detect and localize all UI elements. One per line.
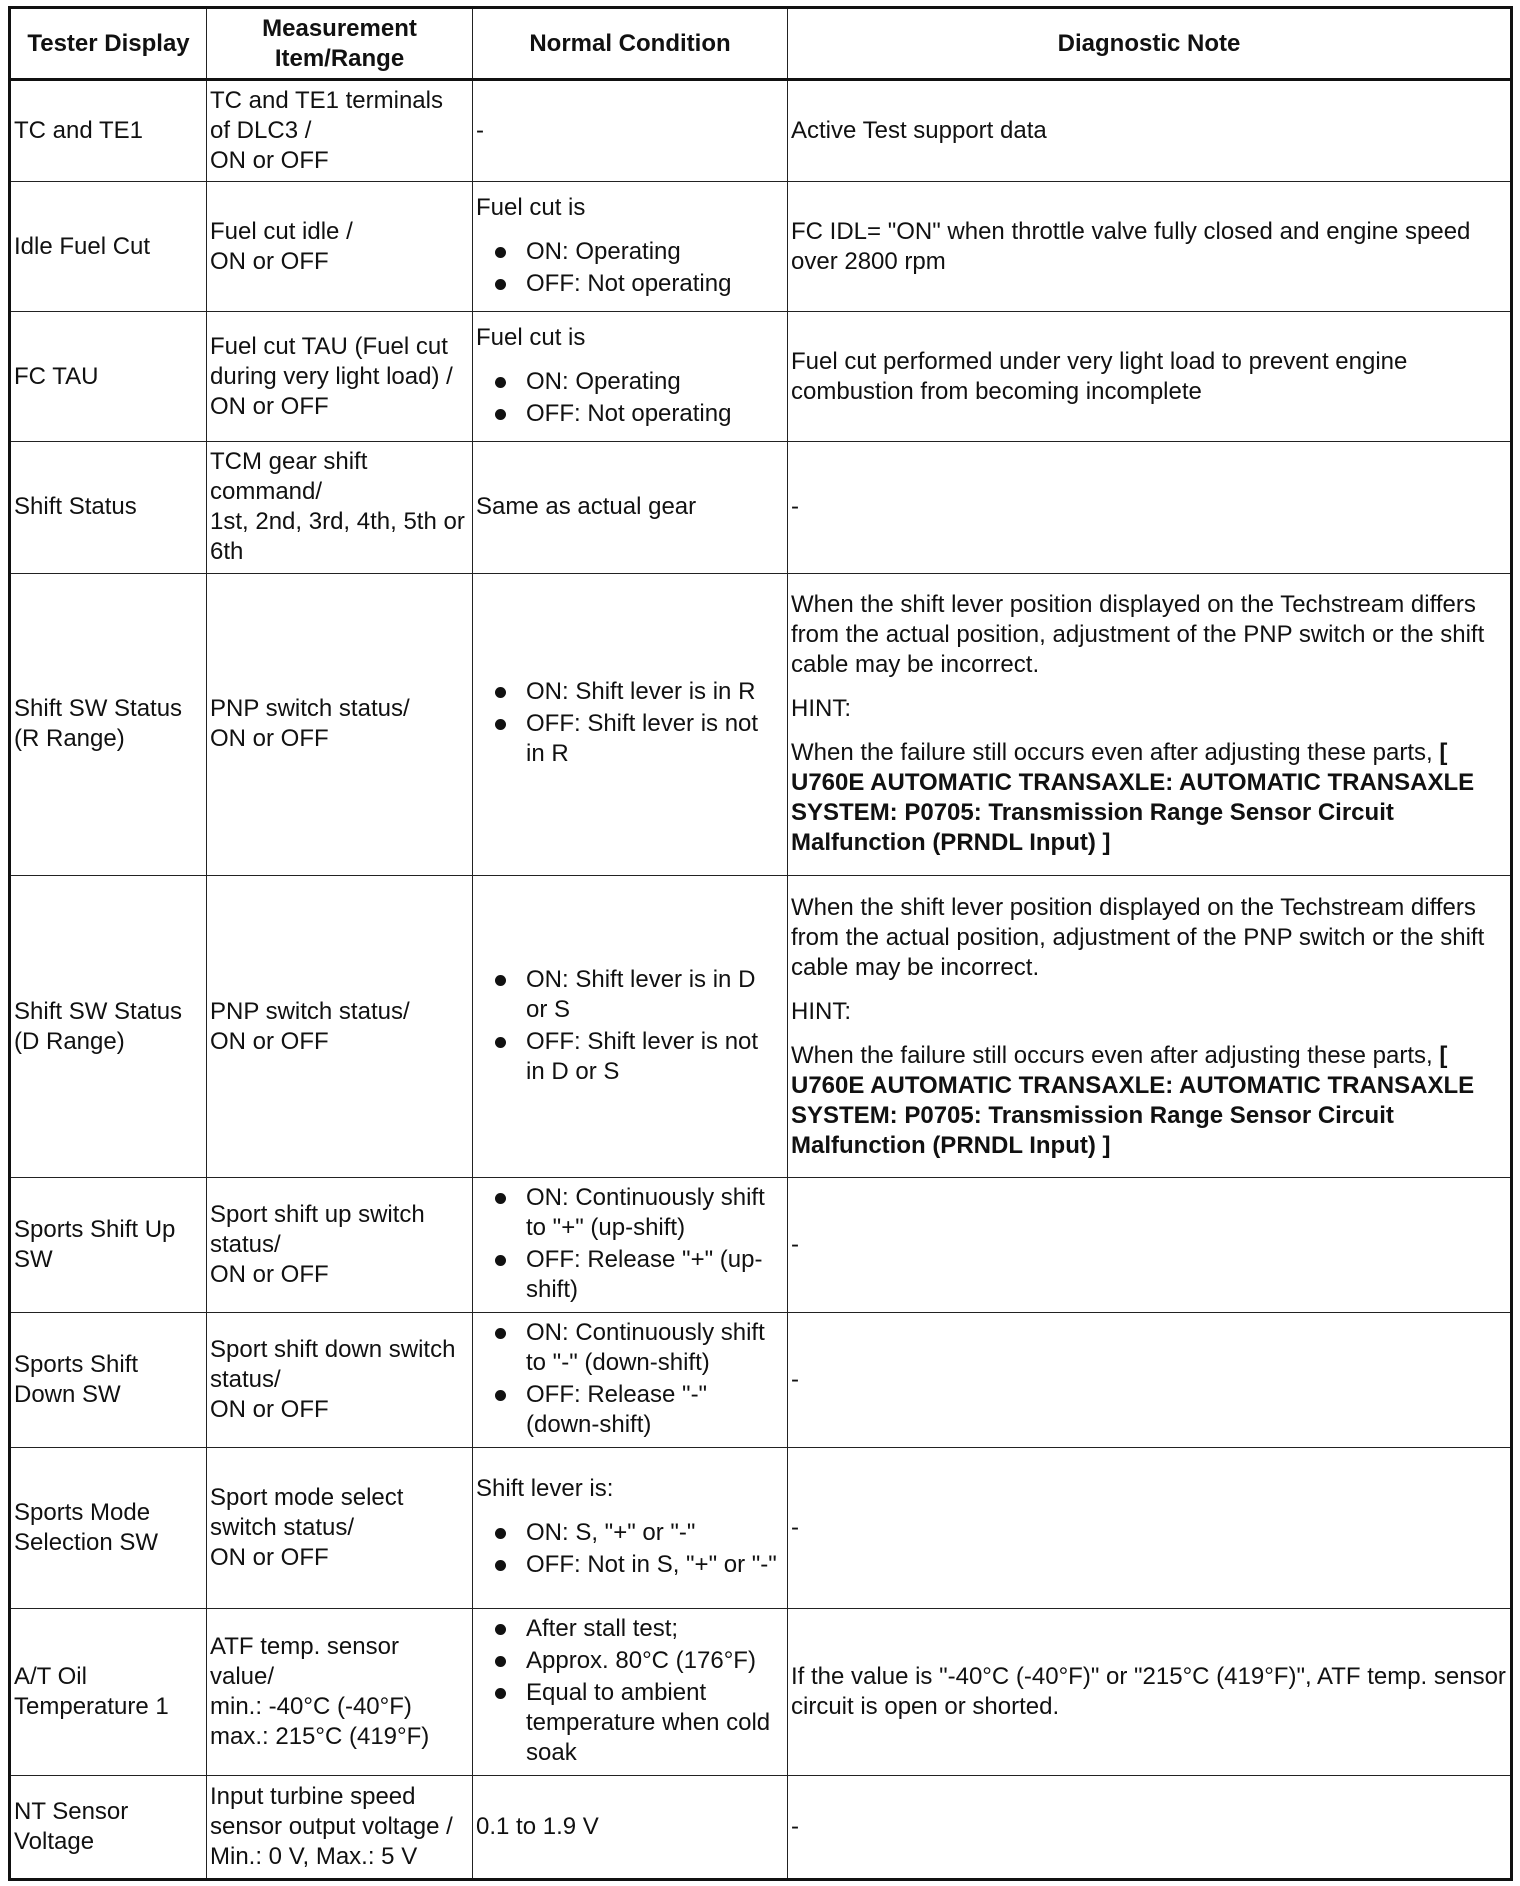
note-text: When the failure still occurs even after adjusting these parts, (791, 1041, 1433, 1069)
bullet-item: Equal to ambient temperature when cold soak (526, 1678, 783, 1768)
measurement-cell (207, 1178, 473, 1313)
measurement-cell (207, 875, 473, 1177)
note-paragraph (791, 1041, 1506, 1161)
bullet-list (476, 965, 783, 1087)
bullet-item: ON: Operating (526, 367, 783, 397)
measurement-line: Min.: 0 V, Max.: 5 V (210, 1842, 418, 1870)
measurement-line: TC and TE1 terminals of DLC3 / (210, 87, 443, 145)
table-row (10, 1178, 1512, 1313)
tester-display-cell: Shift SW Status (D Range) (10, 875, 207, 1177)
note-paragraph: When the shift lever position displayed on the Techstream differs from the actual position, adjustment of the PNP switch or the shift cable may be incorrect. (791, 591, 1485, 679)
measurement-line: TCM gear shift command/ (210, 448, 368, 506)
measurement-cell (207, 573, 473, 875)
data-list-table (8, 6, 1513, 1881)
bullet-item: ON: S, "+" or "-" (526, 1518, 783, 1548)
note-paragraph: When the shift lever position displayed on the Techstream differs from the actual position, adjustment of the PNP switch or the shift cable may be incorrect. (791, 893, 1485, 981)
bullet-item: OFF: Not operating (526, 269, 783, 299)
normal-condition-cell (473, 573, 788, 875)
tester-display-cell: NT Sensor Voltage (10, 1775, 207, 1879)
bullet-list (476, 1183, 783, 1305)
normal-lead-text: Fuel cut is (476, 323, 586, 351)
measurement-line: ON or OFF (210, 392, 329, 420)
table-row (10, 80, 1512, 182)
note-paragraph (791, 738, 1506, 858)
diagnostic-note-cell: Active Test support data (788, 80, 1512, 182)
table-row (10, 182, 1512, 312)
diagnostic-note-cell: - (788, 1313, 1512, 1448)
bullet-item: OFF: Release "+" (up-shift) (526, 1245, 783, 1305)
normal-condition-cell: Same as actual gear (473, 442, 788, 573)
measurement-line: Sport shift up switch status/ (210, 1201, 425, 1259)
header-tester-display: Tester Display (10, 8, 207, 80)
normal-condition-cell (473, 1448, 788, 1608)
bullet-item: OFF: Not operating (526, 399, 783, 429)
tester-display-cell: Shift Status (10, 442, 207, 573)
note-text: When the failure still occurs even after adjusting these parts, (791, 739, 1433, 767)
table-row (10, 1313, 1512, 1448)
normal-condition-cell: 0.1 to 1.9 V (473, 1775, 788, 1879)
tester-display-cell: A/T Oil Temperature 1 (10, 1608, 207, 1775)
diagnostic-note-cell: If the value is "-40°C (-40°F)" or "215°C (419°F)", ATF temp. sensor circuit is open or shorted. (788, 1608, 1512, 1775)
diagnostic-note-cell: - (788, 1775, 1512, 1879)
diagnostic-note-cell (788, 875, 1512, 1177)
bullet-item: ON: Shift lever is in D or S (526, 965, 783, 1025)
measurement-line: PNP switch status/ (210, 997, 410, 1025)
bullet-item: After stall test; (526, 1614, 783, 1644)
table-row (10, 312, 1512, 442)
diagnostic-note-cell (788, 573, 1512, 875)
reference-link[interactable]: [ U760E AUTOMATIC TRANSAXLE: AUTOMATIC TRANSAXLE SYSTEM: P0705: Transmission Range Sensor Circuit Malfunction (PRNDL Input) ] (791, 1041, 1475, 1159)
diagnostic-note-cell: Fuel cut performed under very light load to prevent engine combustion from becoming incomplete (788, 312, 1512, 442)
tester-display-cell: Sports Shift Down SW (10, 1313, 207, 1448)
measurement-line: ON or OFF (210, 1261, 329, 1289)
measurement-cell (207, 1608, 473, 1775)
bullet-list (476, 1614, 783, 1768)
tester-display-cell: Sports Mode Selection SW (10, 1448, 207, 1608)
table-row (10, 1775, 1512, 1879)
normal-condition-cell (473, 1178, 788, 1313)
measurement-line: ON or OFF (210, 725, 329, 753)
header-measurement-item-range: Measurement Item/Range (207, 8, 473, 80)
normal-condition-cell (473, 312, 788, 442)
normal-condition-cell (473, 875, 788, 1177)
measurement-line: ATF temp. sensor value/ (210, 1632, 399, 1690)
bullet-list (476, 367, 783, 429)
measurement-line: PNP switch status/ (210, 695, 410, 723)
tester-display-cell: FC TAU (10, 312, 207, 442)
normal-condition-cell (473, 1608, 788, 1775)
bullet-list (476, 237, 783, 299)
measurement-line: ON or OFF (210, 1027, 329, 1055)
table-row (10, 1608, 1512, 1775)
table-row (10, 442, 1512, 573)
measurement-line: ON or OFF (210, 247, 329, 275)
normal-condition-cell (473, 182, 788, 312)
measurement-line: min.: -40°C (-40°F) (210, 1692, 412, 1720)
measurement-cell (207, 442, 473, 573)
tester-display-cell: TC and TE1 (10, 80, 207, 182)
measurement-cell (207, 1313, 473, 1448)
measurement-cell (207, 312, 473, 442)
bullet-list (476, 1318, 783, 1440)
diagnostic-note-cell: - (788, 1178, 1512, 1313)
bullet-item: OFF: Shift lever is not in D or S (526, 1027, 783, 1087)
hint-label: HINT: (791, 997, 851, 1025)
bullet-item: ON: Shift lever is in R (526, 677, 783, 707)
measurement-line: Input turbine speed sensor output voltage / (210, 1782, 453, 1840)
normal-lead-text: Shift lever is: (476, 1475, 614, 1503)
measurement-cell (207, 1448, 473, 1608)
measurement-line: Sport shift down switch status/ (210, 1336, 456, 1394)
tester-display-cell: Idle Fuel Cut (10, 182, 207, 312)
normal-lead-text: Fuel cut is (476, 193, 586, 221)
diagnostic-note-cell: - (788, 442, 1512, 573)
tester-display-cell: Sports Shift Up SW (10, 1178, 207, 1313)
table-row (10, 573, 1512, 875)
hint-label: HINT: (791, 695, 851, 723)
measurement-line: 1st, 2nd, 3rd, 4th, 5th or 6th (210, 508, 465, 566)
tester-display-cell: Shift SW Status (R Range) (10, 573, 207, 875)
measurement-cell (207, 1775, 473, 1879)
measurement-line: ON or OFF (210, 1544, 329, 1572)
header-diagnostic-note: Diagnostic Note (788, 8, 1512, 80)
normal-condition-cell: - (473, 80, 788, 182)
measurement-line: Fuel cut idle / (210, 217, 353, 245)
bullet-item: ON: Continuously shift to "-" (down-shift) (526, 1318, 783, 1378)
bullet-item: OFF: Shift lever is not in R (526, 709, 783, 769)
table-row (10, 1448, 1512, 1608)
bullet-item: Approx. 80°C (176°F) (526, 1646, 783, 1676)
measurement-line: ON or OFF (210, 1396, 329, 1424)
measurement-line: Sport mode select switch status/ (210, 1484, 404, 1542)
diagnostic-note-cell: - (788, 1448, 1512, 1608)
bullet-list (476, 677, 783, 769)
bullet-item: OFF: Not in S, "+" or "-" (526, 1550, 783, 1580)
bullet-list (476, 1518, 783, 1580)
diagnostic-note-cell: FC IDL= "ON" when throttle valve fully closed and engine speed over 2800 rpm (788, 182, 1512, 312)
table-row (10, 875, 1512, 1177)
measurement-cell (207, 182, 473, 312)
header-normal-condition: Normal Condition (473, 8, 788, 80)
reference-link[interactable]: [ U760E AUTOMATIC TRANSAXLE: AUTOMATIC TRANSAXLE SYSTEM: P0705: Transmission Range Sensor Circuit Malfunction (PRNDL Input) ] (791, 739, 1475, 857)
normal-condition-cell (473, 1313, 788, 1448)
measurement-cell (207, 80, 473, 182)
bullet-item: ON: Continuously shift to "+" (up-shift) (526, 1183, 783, 1243)
measurement-line: max.: 215°C (419°F) (210, 1722, 430, 1750)
bullet-item: ON: Operating (526, 237, 783, 267)
table-header-row (10, 8, 1512, 80)
measurement-line: Fuel cut TAU (Fuel cut during very light load) / (210, 332, 453, 390)
bullet-item: OFF: Release "-" (down-shift) (526, 1380, 783, 1440)
measurement-line: ON or OFF (210, 147, 329, 175)
